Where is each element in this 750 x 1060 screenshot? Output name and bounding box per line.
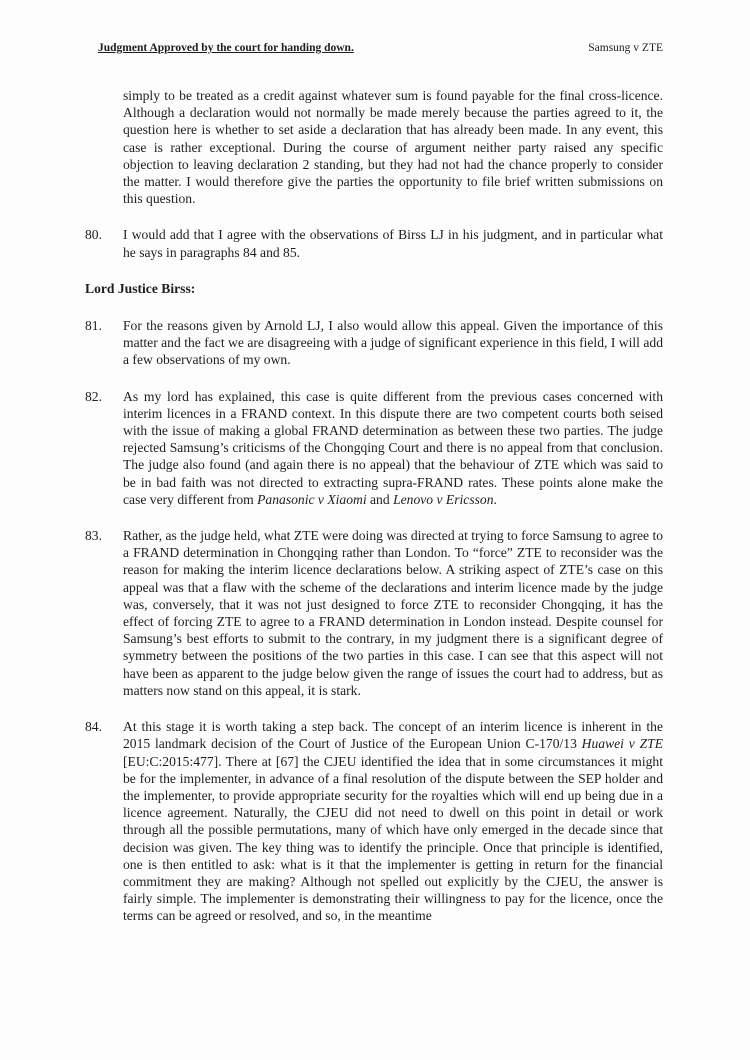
page-header: [98, 41, 663, 55]
paragraph-82-body-part1: As my lord has explained, this case is quite different from the previous cases concerned with interim licences in a FRAND context. In this dispute there are two competent courts both seised with the issue of making a global FRAND determination as between these two parties. The judge rejected Samsung’s criticisms of the Chongqing Court and there is no appeal from that conclusion. The judge also found (and again there is no appeal) that the behaviour of ZTE which was said to be in bad faith was not directed to extracting supra-FRAND rates. These points alone make the case very different from: [123, 388, 663, 507]
case-citation-panasonic-v-xiaomi: Panasonic v Xiaomi: [257, 491, 367, 507]
paragraph-83-body: Rather, as the judge held, what ZTE were doing was directed at trying to force Samsung to agree to a FRAND determination in Chongqing rather than London. To “force” ZTE to reconsider was the reason for making the interim licence declarations below. A striking aspect of ZTE’s case on this appeal was that a flaw with the scheme of the declarations and interim licence made by the judge was, conversely, that it was not just designed to force ZTE to reconsider Chongqing, it has the effect of forcing ZTE to agree to a FRAND determination in London instead. Despite counsel for Samsung’s best efforts to submit to the contrary, in my judgment there is a significant degree of symmetry between the positions of the two parties in this case. I can see that this aspect will not have been as apparent to the judge below given the range of issues the court had to address, but as matters now stand on this appeal, it is stark.: [123, 528, 664, 698]
section-heading-lord-justice-birss: Lord Justice Birss:: [85, 280, 196, 296]
paragraph-82-text: [123, 388, 663, 508]
paragraph-83: [85, 527, 663, 699]
paragraph-84-body-part2: [EU:C:2015:477]. There at [67] the CJEU identified the idea that in some circumstances it might be for the implementer, in advance of a final resolution of the dispute between the SEP holder and the implementer, to provide appropriate security for the royalties which will end up being due in a licence agreement. Naturally, the CJEU did not need to dwell on this point in detail or work through all the possible permutations, many of which have only emerged in the decade since that decision was given. The key thing was to identify the principle. Once that principle is identified, one is then entitled to ask: what is it that the implementer is getting in return for the financial commitment they are making? Although not spelled out explicitly by the CJEU, the answer is fairly simple. The implementer is demonstrating their willingness to pay for the licence, once the terms can be agreed or resolved, and so, in the meantime: [123, 753, 663, 924]
paragraph-81-body: For the reasons given by Arnold LJ, I also would allow this appeal. Given the importance of this matter and the fact we are disagreeing with a judge of significant experience in this field, I will add a few observations of my own.: [123, 318, 663, 368]
paragraph-84-text: [123, 718, 663, 924]
judgment-body: [85, 87, 663, 944]
case-citation-huawei-v-zte: Huawei v ZTE: [581, 736, 663, 752]
paragraph-83-text: [123, 527, 663, 699]
paragraph-82-body-part2: and: [366, 491, 394, 507]
paragraph-84-number: 84.: [85, 719, 102, 735]
paragraph-82-number: 82.: [85, 388, 102, 404]
paragraph-80-body: I would add that I agree with the observations of Birss LJ in his judgment, and in particular what he says in paragraphs 84 and 85.: [123, 227, 663, 260]
paragraph-81: [85, 317, 663, 369]
header-approval-notice: Judgment Approved by the court for handing down.: [98, 42, 354, 54]
paragraph-continuation-text: simply to be treated as a credit against whatever sum is found payable for the final cross-licence. Although a declaration would not normally be made merely because the parties agreed to it, the question here is whether to set aside a declaration that has already been made. In any event, this case is rather exceptional. During the course of argument neither party raised any specific objection to leaving declaration 2 standing, but they had not had the chance properly to consider the matter. I would therefore give the parties the opportunity to file brief written submissions on this question.: [123, 88, 663, 207]
paragraph-83-number: 83.: [85, 528, 102, 544]
paragraph-81-text: [123, 317, 663, 369]
header-case-name: Samsung v ZTE: [588, 42, 663, 54]
paragraph-82-body-part3: .: [493, 491, 497, 507]
paragraph-continuation: [123, 87, 663, 207]
paragraph-80-number: 80.: [85, 227, 102, 243]
paragraph-80-text: [123, 226, 663, 260]
paragraph-80: [85, 226, 663, 260]
case-citation-lenovo-v-ericsson: Lenovo v Ericsson: [393, 491, 494, 507]
paragraph-81-number: 81.: [85, 318, 102, 334]
paragraph-84-body-part1: At this stage it is worth taking a step back. The concept of an interim licence is inherent in the 2015 landmark decision of the Court of Justice of the European Union C-170/13: [123, 719, 663, 752]
paragraph-82: [85, 388, 663, 508]
paragraph-84: [85, 718, 663, 924]
